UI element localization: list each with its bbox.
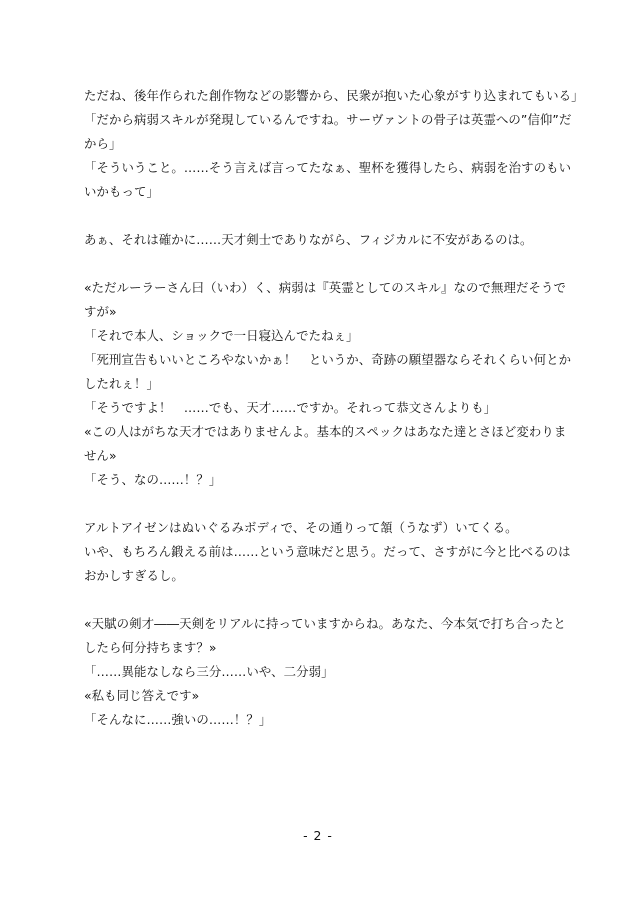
text-line: いかもって」 (84, 184, 159, 199)
text-line: アルトアイゼンはぬいぐるみボディで、その通りって頷（うなず）いてくる。 (84, 520, 518, 535)
text-line: 「だから病弱スキルが発現しているんですね。サーヴァントの骨子は英霊への”信仰”だ (84, 112, 572, 127)
text-line: 「そういうこと。……そう言えば言ってたなぁ、聖杯を獲得したら、病弱を治すのもい (84, 160, 572, 175)
text-line: せん» (84, 448, 117, 463)
text-line: 「そう、なの……！？」 (84, 472, 222, 487)
text-line: 「……異能なしなら三分……いや、二分弱」 (84, 664, 334, 679)
text-line: おかしすぎるし。 (84, 568, 184, 583)
text-line: したら何分持ちます？» (84, 640, 217, 655)
text-line: «この人はがちな天才ではありませんよ。基本的スペックはあなた達とさほど変わりま (84, 424, 567, 439)
text-line: «天賦の剣才――天剣をリアルに持っていますからね。あなた、今本気で打ち合ったと (84, 616, 566, 631)
text-line: 「それで本人、ショックで一日寝込んでたねぇ」 (84, 328, 359, 343)
paragraph (84, 228, 556, 252)
text-line: あぁ、それは確かに……天才剣士でありながら、フィジカルに不安があるのは。 (84, 232, 533, 247)
text-line: 「そうですよ！ ……でも、天才……ですか。それって恭文さんよりも」 (84, 400, 497, 415)
text-line: から」 (84, 136, 122, 151)
paragraph (84, 276, 572, 492)
text-line: «ただルーラーさん曰（いわ）く、病弱は『英霊としてのスキル』なので無理だそうで (84, 280, 566, 295)
paragraph (84, 516, 571, 588)
paragraph (84, 84, 584, 204)
paragraph-break (84, 588, 556, 612)
text-body (84, 84, 584, 732)
paragraph-break (84, 204, 556, 228)
text-line: いや、もちろん鍛える前は……という意味だと思う。だって、さすがに今と比べるのは (84, 544, 571, 559)
text-line: ただね、後年作られた創作物などの影響から、民衆が抱いた心象がすり込まれてもいる」 (84, 88, 584, 103)
text-line: すが» (84, 304, 117, 319)
paragraph (84, 612, 566, 732)
paragraph-break (84, 252, 556, 276)
text-line: したれぇ！」 (84, 376, 159, 391)
paragraph-break (84, 492, 556, 516)
text-line: «私も同じ答えです» (84, 688, 200, 703)
page-number: - 2 - (303, 828, 333, 843)
text-line: 「死刑宣告もいいところやないかぁ！ というか、奇跡の願望器ならそれくらい何とか (84, 352, 572, 367)
text-line: 「そんなに……強いの……！？」 (84, 712, 272, 727)
